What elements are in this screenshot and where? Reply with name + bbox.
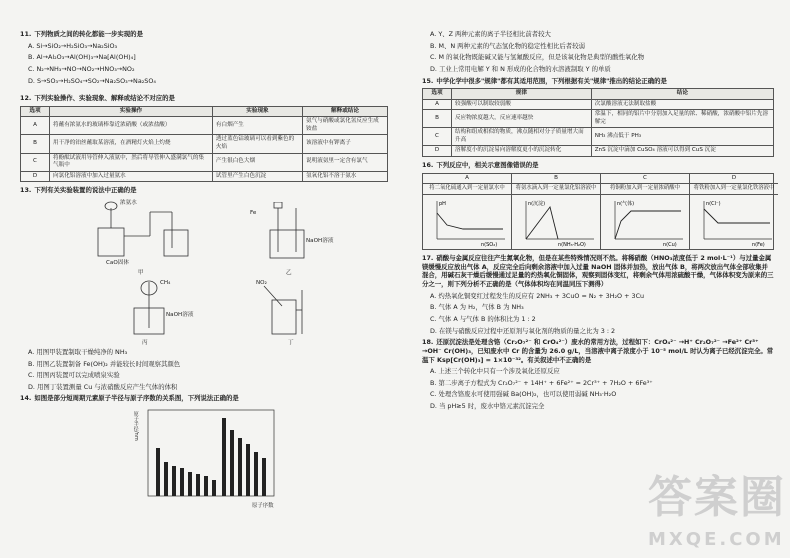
table-row: D 向氯化铝溶液中加入过量氨水 试管里产生白色沉淀 氢氧化铝不溶于氨水: [21, 171, 388, 182]
q18-option-c: C. 处理含铬废水可使用强碱 Ba(OH)₂，也可以使用弱碱 NH₃·H₂O: [430, 390, 617, 399]
q17-option-a: A. 灼热氧化铜变红过程发生的反应有 2NH₃ + 3CuO = N₂ + 3H₂O + 3Cu: [430, 291, 645, 300]
q12-table: 选项 实验操作 实验现象 解释或结论 A 将蘸有浓氨水的玻璃棒靠近浓硝酸（或浓盐酸） 有白烟产生 氨气与硝酸或氯化氢反应生成铵盐 B 用干净的铂丝蘸取某溶液，在酒精灯火焰上灼烧 透过蓝色钴玻璃可以看到紫色的火焰 该溶液中有钾离子 C 将酚酞试液用导管伸入液氨中，然后将导管伸入盛满氯气的集气瓶中 产生很白色大烟 说明液氨里一定含有氯气 D 向氯化铝溶液中加入过量氨水 试管里产生白色沉淀 氢氧化铝不溶于氨水: [20, 106, 388, 182]
q14-option-c: C. M 的氧化物既能碱又能与氢氟酸反应，但是该氧化物是典型的酸性氧化物: [430, 53, 645, 62]
q15-table: 选项 规律 结论 A 较强酸可以制取较弱酸 次氯酸溶液无法制取盐酸 B 反应物浓度越大，反应速率越快 常温下，相同的铝片中分别加入足量的浓、稀硝酸，浓硝酸中铝片先溶解完 C 结构和组成相似的物质，沸点随相对分子质量增大而升高 NH₃ 沸点低于 PH₃ D 溶解度小的沉淀易向溶解度更小的沉淀转化 ZnS 沉淀中滴加 CuSO₄ 溶液可以得到 CuS 沉淀: [422, 88, 774, 157]
q14-radius-bar-chart: [130, 408, 280, 508]
q14-option-a: A. Y、Z 两种元素的离子半径相比前者较大: [430, 30, 551, 38]
table-row: C 结构和组成相似的物质，沸点随相对分子质量增大而升高 NH₃ 沸点低于 PH₃: [423, 128, 774, 146]
svg-text:n(NH₃·H₂O): n(NH₃·H₂O): [558, 241, 586, 247]
table-row: A 较强酸可以制取较弱酸 次氯酸溶液无法制取盐酸: [423, 99, 774, 110]
apparatus-yi-figure: [260, 202, 320, 266]
apparatus-label-ding: 丁: [288, 339, 294, 346]
q18-option-d: D. 当 pH≥5 时，废水中铬元素沉淀完全: [430, 402, 545, 411]
q16-plot-d: [690, 195, 778, 247]
apparatus-label-bing: 丙: [142, 339, 148, 346]
q16-panel-d: D 将铁粉加入到一定量氯化铁溶液中 n(Cl⁻) n(Fe): [689, 174, 778, 249]
table-row: B 用干净的铂丝蘸取某溶液，在酒精灯火焰上灼烧 透过蓝色钴玻璃可以看到紫色的火焰 该溶液中有钾离子: [21, 135, 388, 153]
question-17: 17. 硝酸与金属反应往往产生氮氧化物，但是在某些特殊情况则不然。将稀硝酸（HNO₃浓度低于 2 mol·L⁻¹）与过量金属镁缓慢反应放出气体 A，反应完全后向剩余溶液中加入过量 NaOH 固体并加热，放出气体 B，将两次放出气体全部收集并混合，用碱石灰干燥后缓慢通过足量的灼热氧化铜固体，观察到固体变红，将剩余气体用浓硫酸干燥，气体体积变为原来的三分之一，则下列分析不正确的是（气体体积均在同温同压下测得） A. 灼热氧化铜变红过程发生的反应有 2NH₃ + 3CuO = N₂ + 3H₂O + 3Cu B. 气体 A 为 H₂，气体 B 为 NH₃ C. 气体 A 与气体 B 的体积比为 1 : 2 D. 在镁与硝酸反应过程中还原剂与氧化剂的物质的量之比为 3 : 2: [422, 254, 774, 335]
q16-plot-a: [423, 195, 511, 247]
q18-option-b: B. 第二步离子方程式为 Cr₂O₇²⁻ + 14H⁺ + 6Fe²⁺ = 2Cr³⁺ + 7H₂O + 6Fe³⁺: [430, 378, 653, 387]
table-row: A 将蘸有浓氨水的玻璃棒靠近浓硝酸（或浓盐酸） 有白烟产生 氨气与硝酸或氯化氢反应生成铵盐: [21, 117, 388, 135]
table-row: C 将酚酞试液用导管伸入液氨中，然后将导管伸入盛满氯气的集气瓶中 产生很白色大烟 说明液氨里一定含有氯气: [21, 153, 388, 171]
q13-option-b: B. 用图乙装置制备 Fe(OH)₂ 并能较长时间观察其颜色: [28, 359, 181, 368]
question-12: 12. 下列实验操作、实验现象、解释或结论不对应的是 选项 实验操作 实验现象 解释或结论 A 将蘸有浓氨水的玻璃棒靠近浓硝酸（或浓盐酸） 有白烟产生 氨气与硝酸或氯化氢反应生成铵盐 B 用干净的铂丝蘸取某溶液，在酒精灯火焰上灼烧 透过蓝色钴玻璃可以看到紫色的火焰 该溶液中有钾离子 C 将酚酞试液用导管伸入液氨中，然后将导管伸入盛满氯气的集气瓶中 产生很白色大烟 说明液氨里一定含有氯气 D 向氯化铝溶液中加入过量氨水 试管里产生白色沉淀 氢氧化铝不溶于氨水: [20, 94, 388, 182]
question-18: 18. 还原沉淀法是处理含铬（Cr₂O₇²⁻ 和 CrO₄²⁻）废水的常用方法，过程如下：CrO₄²⁻ →H⁺ Cr₂O₇²⁻ →Fe²⁺ Cr³⁺ →OH⁻ Cr(OH)₃，已知废水中 Cr 的含量为 26.0 g/L，当溶液中离子浓度小于 10⁻⁵ mol/L 时认为离子已经沉淀完全。常温下 Ksp[Cr(OH)₃] = 1×10⁻³²。有关叙述中不正确的是 A. 上述三个转化中只有一个涉及氧化还原反应 B. 第二步离子方程式为 Cr₂O₇²⁻ + 14H⁺ + 6Fe²⁺ = 2Cr³⁺ + 7H₂O + 6Fe³⁺ C. 处理含铬废水可使用强碱 Ba(OH)₂，也可以使用弱碱 NH₃·H₂O D. 当 pH≥5 时，废水中铬元素沉淀完全: [422, 338, 774, 411]
apparatus-label-jia: 甲: [138, 269, 144, 276]
watermark-logo: 答案圈 MXQE.COM: [648, 472, 786, 550]
q16-plot-b: [512, 195, 600, 247]
q14-options: [422, 30, 774, 74]
svg-text:n(Cu): n(Cu): [663, 241, 677, 247]
q13-option-c: C. 用图丙装置可以完成喷泉实验: [28, 371, 120, 380]
apparatus-label-no2: NO₂: [256, 279, 267, 286]
question-13: 13. 下列有关实验装置的说法中正确的是 CaO固体 浓氨水 甲 Fe NaOH溶液 乙 CH₄ NaOH溶液 丙 NO₂ 丁 A. 用图甲装置制取干燥纯净的 NH₃ B. 用图乙装置制备 Fe(OH)₂ 并能较长时间观察其颜色 C. 用图丙装置可以完成喷泉实验 D. 用图丁装置测量 Cu 与浓硝酸反应产生气体的体积: [20, 186, 388, 391]
q16-graph-panels: [422, 173, 774, 250]
apparatus-label-naoh-2: NaOH溶液: [166, 311, 194, 318]
q14-xlabel: 原子序数: [252, 502, 274, 509]
apparatus-label-ch4: CH₄: [160, 279, 171, 286]
left-column: [20, 30, 388, 511]
q13-option-d: D. 用图丁装置测量 Cu 与浓硝酸反应产生气体的体积: [28, 382, 178, 391]
apparatus-label-fe: Fe: [250, 209, 257, 216]
table-row: D 溶解度小的沉淀易向溶解度更小的沉淀转化 ZnS 沉淀中滴加 CuSO₄ 溶液可以得到 CuS 沉淀: [423, 146, 774, 157]
apparatus-label-naoh: NaOH溶液: [306, 237, 334, 244]
q14-option-b: B. M、N 两种元素的气态氢化物的稳定性相比后者较弱: [430, 41, 585, 50]
apparatus-label-cao: CaO固体: [106, 259, 129, 266]
q11-option-a: A. Si→SiO₂→H₂SiO₃→Na₂SiO₃: [28, 41, 118, 50]
q16-panel-a: A 将二氧化硫通入到一定量氯水中 pH n(SO₂): [423, 174, 511, 249]
q13-option-a: A. 用图甲装置制取干燥纯净的 NH₃: [28, 347, 128, 356]
q16-panel-c: C 将铜粉加入到一定量浓硝酸中 n(气体) n(Cu): [600, 174, 689, 249]
apparatus-label-ammonia: 浓氨水: [120, 199, 137, 206]
right-column: [422, 30, 774, 414]
q14-ylabel: 原子半径/nm: [132, 410, 139, 441]
q11-option-b: B. Al→Al₂O₃→Al(OH)₃→Na[Al(OH)₄]: [28, 53, 136, 62]
q11-option-c: C. N₂→NH₃→NO→NO₂→HNO₃→NO₂: [28, 64, 135, 73]
apparatus-ding-figure: [260, 280, 320, 340]
q11-option-d: D. S→SO₃→H₂SO₄→SO₂→Na₂SO₃→Na₂SO₄: [28, 76, 156, 85]
svg-text:n(Cl⁻): n(Cl⁻): [706, 200, 721, 207]
q17-option-d: D. 在镁与硝酸反应过程中还原剂与氧化剂的物质的量之比为 3 : 2: [430, 326, 616, 335]
q16-panel-b: B 将氨水滴入到一定量氯化铝溶液中 n(沉淀) n(NH₃·H₂O): [511, 174, 600, 249]
q14-option-d: D. 工业上常用电解 Y 和 N 形成的化合物的水溶液制取 Y 的单质: [430, 64, 611, 73]
q17-option-b: B. 气体 A 为 H₂，气体 B 为 NH₃: [430, 303, 524, 312]
q18-option-a: A. 上述三个转化中只有一个涉及氧化还原反应: [430, 367, 560, 376]
question-15: 15. 中学化学中很多"规律"都有其适用范围，下列根据有关"规律"推出的结论正确的是 选项 规律 结论 A 较强酸可以制取较弱酸 次氯酸溶液无法制取盐酸 B 反应物浓度越大，反应速率越快 常温下，相同的铝片中分别加入足量的浓、稀硝酸，浓硝酸中铝片先溶解完 C 结构和组成相似的物质，沸点随相对分子质量增大而升高 NH₃ 沸点低于 PH₃ D 溶解度小的沉淀易向溶解度更小的沉淀转化 ZnS 沉淀中滴加 CuSO₄ 溶液可以得到 CuS 沉淀: [422, 77, 774, 157]
q16-plot-c: [601, 195, 689, 247]
svg-text:n(沉淀): n(沉淀): [528, 200, 546, 207]
q13-apparatus-figures: [20, 198, 388, 348]
question-14: 14. 如图是部分短周期元素原子半径与原子序数的关系图，下列说法正确的是 原子半径/nm 原子序数: [20, 394, 388, 510]
svg-text:n(Fe): n(Fe): [752, 241, 765, 247]
svg-text:n(SO₂): n(SO₂): [481, 241, 498, 247]
svg-text:n(气体): n(气体): [617, 200, 635, 207]
apparatus-bing-figure: [130, 278, 180, 338]
question-11: 11. 下列物质之间的转化都能一步实现的是 A. Si→SiO₂→H₂SiO₃→Na₂SiO₃ B. Al→Al₂O₃→Al(OH)₃→Na[Al(OH)₄] C. N₂→NH₃→NO→NO₂→HNO₃→NO₂ D. S→SO₃→H₂SO₄→SO₂→Na₂SO₃→Na₂SO₄: [20, 30, 388, 85]
q17-option-c: C. 气体 A 与气体 B 的体积比为 1 : 2: [430, 315, 536, 323]
table-row: B 反应物浓度越大，反应速率越快 常温下，相同的铝片中分别加入足量的浓、稀硝酸，浓硝酸中铝片先溶解完: [423, 110, 774, 128]
apparatus-label-yi: 乙: [286, 269, 292, 276]
svg-text:pH: pH: [439, 200, 446, 207]
question-16: 16. 下列反应中，相关示意图像错误的是 A 将二氧化硫通入到一定量氯水中 pH n(SO₂) B 将氨水滴入到一定量氯化铝溶液中 n(沉淀) n(NH₃·H₂O) C 将铜粉加入到一定量浓硝酸中 n(气体) n(Cu) D 将铁粉加入到一定量氯化铁溶液中 n(Cl⁻) n(Fe): [422, 161, 774, 250]
